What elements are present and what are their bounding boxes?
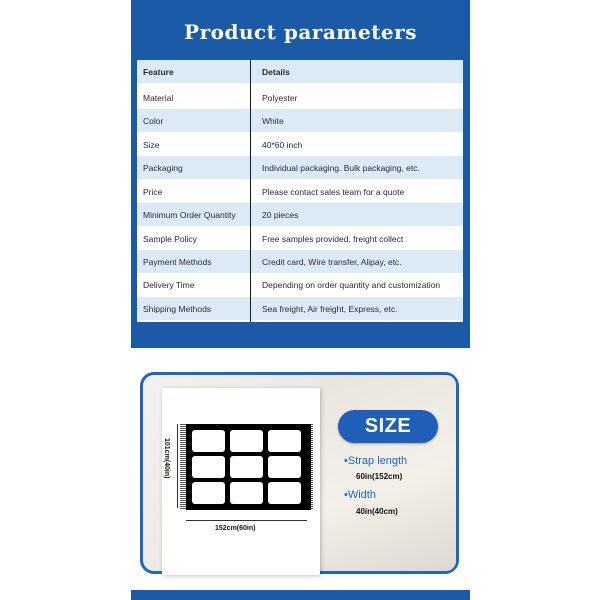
table-row: [137, 203, 463, 226]
row-feature: Material: [143, 92, 174, 103]
size-badge: SIZE: [338, 410, 438, 443]
row-details: Depending on order quantity and customization: [262, 279, 441, 290]
height-dimension-label: 101cm(40in): [163, 438, 170, 479]
table-row: [137, 250, 463, 273]
width-value: 40in(40cm): [356, 507, 398, 516]
length-label: •Strap length: [344, 455, 408, 467]
row-feature: Payment Methods: [143, 256, 212, 267]
table-row: [137, 156, 463, 179]
row-feature: Packaging: [143, 162, 183, 173]
row-feature: Sample Policy: [143, 233, 197, 244]
row-details: 20 pieces: [262, 209, 299, 220]
header-feature: Feature: [143, 66, 174, 77]
header-details: Details: [262, 66, 290, 77]
row-feature: Minimum Order Quantity: [143, 209, 236, 220]
parameters-table: [137, 60, 463, 322]
length-value: 60in(152cm): [356, 472, 403, 481]
row-details: Credit card, Wire transfer, Alipay, etc.: [262, 256, 402, 267]
blanket-panel: [268, 430, 301, 452]
row-feature: Shipping Methods: [143, 303, 212, 314]
table-row: [137, 273, 463, 296]
row-feature: Color: [143, 115, 164, 126]
width-label: •Width: [344, 489, 376, 501]
blanket-panel: [230, 482, 263, 504]
height-dimension-line: [177, 424, 178, 508]
row-feature: Size: [143, 139, 160, 150]
blanket-panel: [230, 430, 263, 452]
table-row: [137, 227, 463, 250]
table-row: [137, 86, 463, 109]
row-details: White: [262, 115, 284, 126]
width-dimension-line: [186, 520, 307, 521]
width-dimension-label: 152cm(60in): [215, 525, 256, 532]
table-row: [137, 180, 463, 203]
blanket-panel: [268, 456, 301, 478]
row-details: Individual packaging. Bulk packaging, etc.: [262, 162, 420, 173]
row-feature: Delivery Time: [143, 279, 195, 290]
row-details: Free samples provided, freight collect: [262, 233, 404, 244]
blanket-panel: [192, 430, 225, 452]
page-title: Product parameters: [184, 20, 417, 44]
blanket-panel: [268, 482, 301, 504]
blanket-panel: [230, 456, 263, 478]
row-feature: Price: [143, 186, 163, 197]
table-row: [137, 297, 463, 320]
table-header-row: [137, 60, 463, 83]
table-row: [137, 109, 463, 132]
blanket-panel: [192, 456, 225, 478]
blanket-panel: [192, 482, 225, 504]
row-details: 40*60 inch: [262, 139, 303, 150]
row-details: Polyester: [262, 92, 298, 103]
table-row: [137, 133, 463, 156]
column-divider: [250, 60, 251, 322]
blanket-illustration: [186, 424, 311, 510]
bottom-strip: [131, 590, 470, 600]
row-details: Please contact sales team for a quote: [262, 186, 405, 197]
row-details: Sea freight, Air freight, Express, etc.: [262, 303, 398, 314]
